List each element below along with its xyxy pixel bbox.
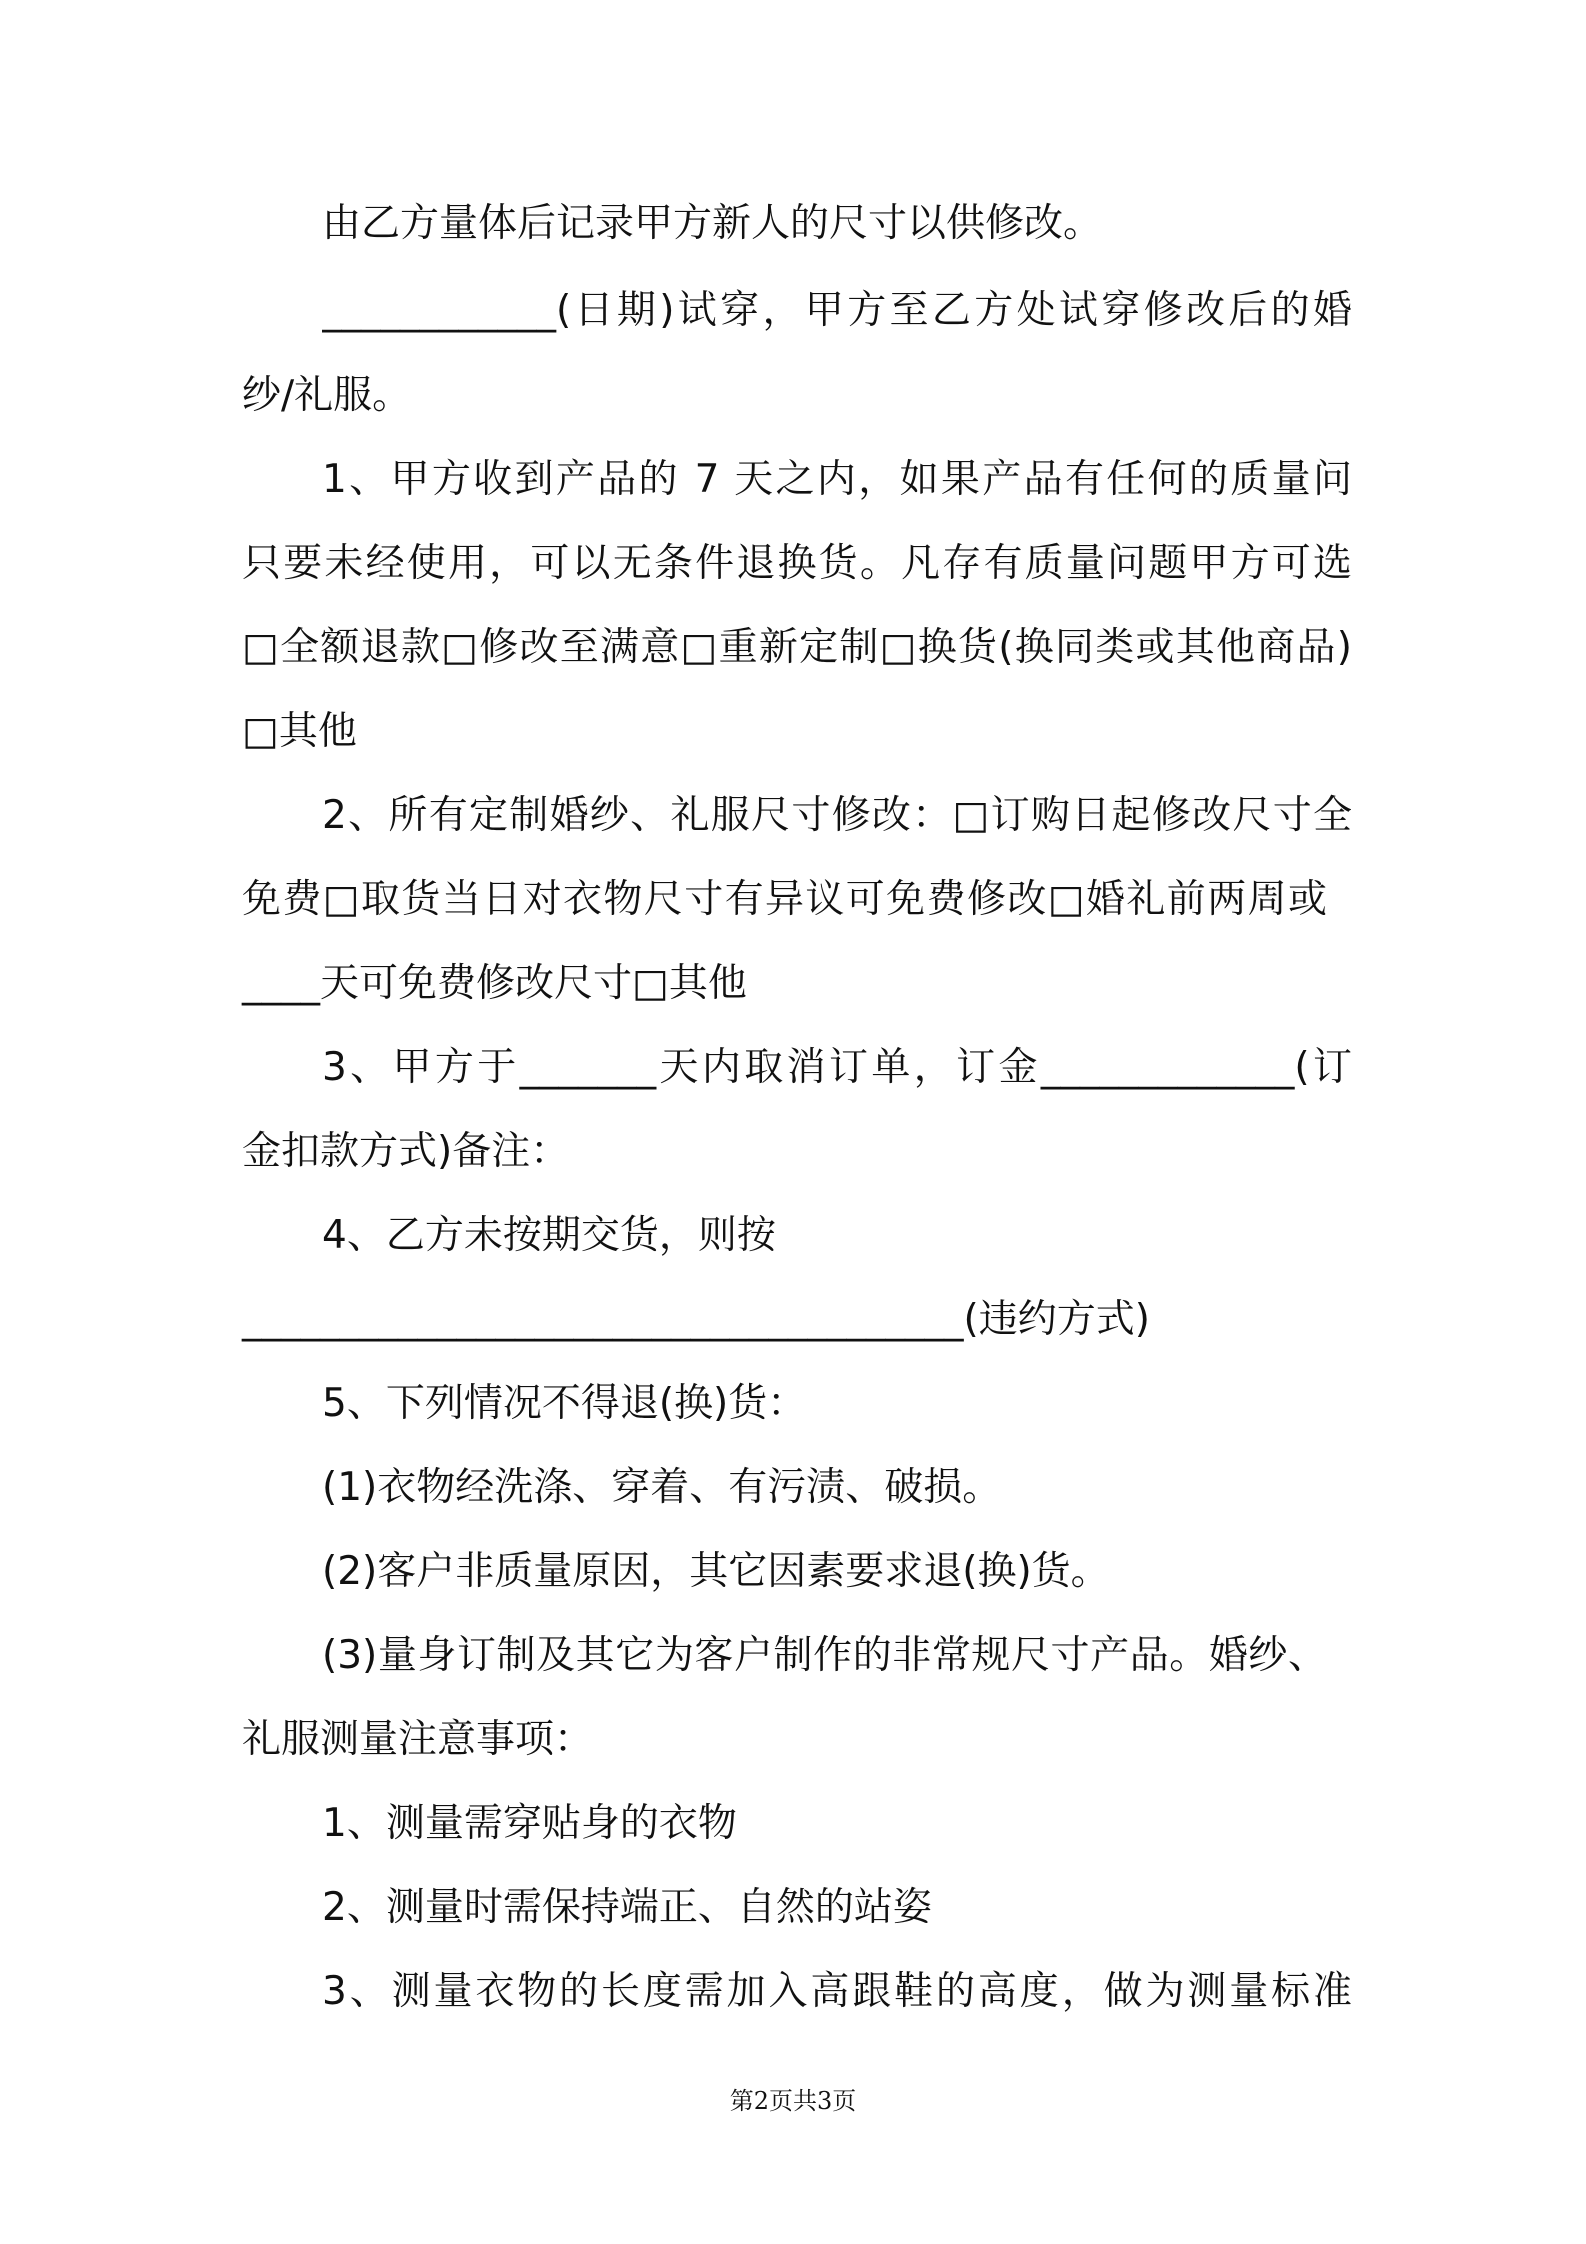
text-line: 免费□取货当日对衣物尺寸有异议可免费修改□婚礼前两周或 bbox=[242, 877, 1327, 922]
text-line: 由乙方量体后记录甲方新人的尺寸以供修改。 bbox=[322, 201, 1103, 246]
text-line: 2、测量时需保持端正、自然的站姿 bbox=[322, 1885, 932, 1930]
text-line: (3)量身订制及其它为客户制作的非常规尺寸产品。婚纱、 bbox=[322, 1633, 1327, 1678]
text-line: ____________(日期)试穿，甲方至乙方处试穿修改后的婚 bbox=[322, 288, 1352, 333]
text-line: 1、测量需穿贴身的衣物 bbox=[322, 1801, 737, 1846]
text-line: 金扣款方式)备注： bbox=[242, 1129, 570, 1174]
text-line: 3、甲方于_______天内取消订单，订金_____________(订 bbox=[322, 1045, 1352, 1090]
text-line: □其他 bbox=[242, 709, 357, 754]
text-line: (2)客户非质量原因，其它因素要求退(换)货。 bbox=[322, 1549, 1110, 1594]
text-line: 1、甲方收到产品的 7 天之内，如果产品有任何的质量问 bbox=[322, 457, 1352, 502]
text-line: 5、下列情况不得退(换)货： bbox=[322, 1381, 807, 1426]
text-line: 3、测量衣物的长度需加入高跟鞋的高度，做为测量标准 bbox=[322, 1969, 1352, 2014]
text-line: (1)衣物经洗涤、穿着、有污渍、破损。 bbox=[322, 1465, 1002, 1510]
text-line: 只要未经使用，可以无条件退换货。凡存有质量问题甲方可选 bbox=[242, 541, 1352, 586]
text-line: □全额退款□修改至满意□重新定制□换货(换同类或其他商品) bbox=[242, 625, 1352, 670]
text-line: 纱/礼服。 bbox=[242, 373, 412, 418]
text-line: 4、乙方未按期交货，则按 bbox=[322, 1213, 776, 1258]
text-line: 礼服测量注意事项： bbox=[242, 1717, 594, 1762]
text-line: 2、所有定制婚纱、礼服尺寸修改：□订购日起修改尺寸全 bbox=[322, 793, 1352, 838]
text-line: ____天可免费修改尺寸□其他 bbox=[242, 961, 747, 1006]
page-number: 第2页共3页 bbox=[729, 2087, 857, 2115]
text-line: _____________________________________(违约方式) bbox=[242, 1297, 1150, 1342]
